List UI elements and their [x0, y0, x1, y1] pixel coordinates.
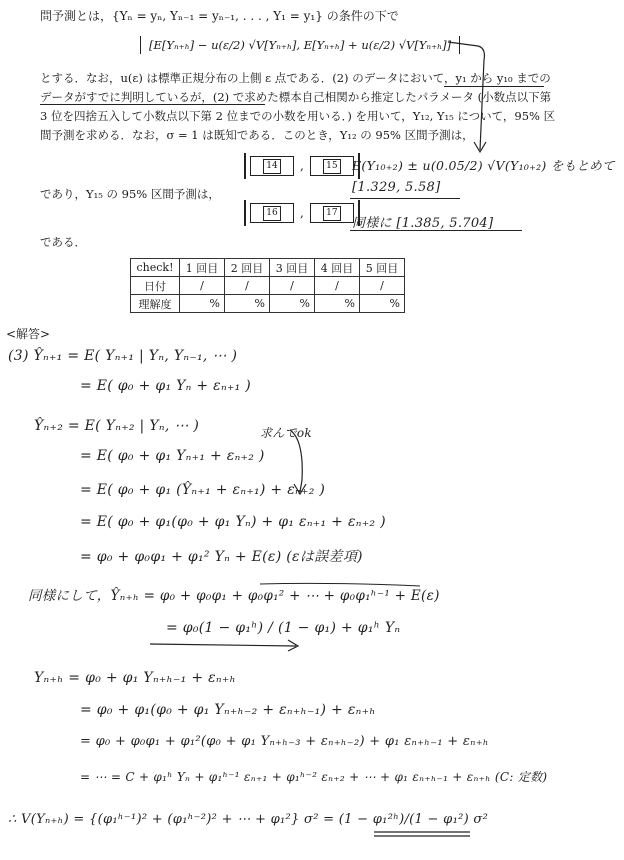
problem-line-2: とする．なお，u(ε) は標準正規分布の上側 ε 点である．(2) のデータにおいて，y₁ から y₁₀ までの — [40, 71, 551, 85]
answer-line: ∴ V(Yₙ₊ₕ) = {(φ₁ʰ⁻¹)² + (φ₁ʰ⁻²)² + ⋯ + φ₁²} σ² = (1 − φ₁²ʰ)/(1 − φ₁²) σ² — [8, 812, 489, 827]
problem-line-7: である． — [40, 235, 86, 249]
understanding-cell[interactable]: % — [225, 295, 270, 313]
margin-note-1: E(Y₁₀₊₂) ± u(0.05/2) √V(Y₁₀₊₂) をもとめて — [352, 158, 615, 173]
date-cell[interactable]: / — [225, 277, 270, 295]
answer-line: = E( φ₀ + φ₁(φ₀ + φ₁ Yₙ) + φ₁ εₙ₊₁ + εₙ₊₂ ) — [80, 514, 386, 530]
answer-line: = E( φ₀ + φ₁ Yₙ + εₙ₊₁ ) — [80, 378, 252, 394]
date-cell[interactable]: / — [360, 277, 405, 295]
answer-line: = φ₀ + φ₁(φ₀ + φ₁ Yₙ₊ₕ₋₂ + εₙ₊ₕ₋₁) + εₙ₊ₕ — [80, 702, 376, 718]
underline-mark — [444, 86, 544, 87]
check-table — [130, 258, 405, 313]
answer-line: = φ₀ + φ₀φ₁ + φ₁²(φ₀ + φ₁ Yₙ₊ₕ₋₃ + εₙ₊ₕ₋₂) + φ₁ εₙ₊ₕ₋₁ + εₙ₊ₕ — [80, 734, 489, 749]
problem-line-6: であり，Y₁₅ の 95% 区間予測は， — [40, 187, 220, 201]
check-header: 5 回目 — [360, 259, 405, 277]
answer-box-15: 15 — [310, 156, 354, 176]
prediction-interval-formula: [E[Yₙ₊ₕ] − u(ε/2) √V[Yₙ₊ₕ], E[Yₙ₊ₕ] + u(ε/2) √V[Yₙ₊ₕ]] — [140, 36, 460, 54]
check-header: 4 回目 — [315, 259, 360, 277]
understanding-cell[interactable]: % — [315, 295, 360, 313]
check-row-label: 理解度 — [131, 295, 180, 313]
answer-line: (3) Ŷₙ₊₁ = E( Yₙ₊₁ | Yₙ, Yₙ₋₁, ⋯ ) — [8, 348, 238, 364]
margin-note-3-underline — [350, 230, 522, 231]
answer-line: 同様にして，Ŷₙ₊ₕ = φ₀ + φ₀φ₁ + φ₀φ₁² + ⋯ + φ₀φ₁ʰ⁻¹ + E(ε) — [28, 588, 440, 604]
answer-box-14: 14 — [250, 156, 294, 176]
margin-note-3: 同様に [1.385, 5.704] — [352, 216, 494, 231]
date-cell[interactable]: / — [180, 277, 225, 295]
check-row-label: 日付 — [131, 277, 180, 295]
answer-box-16: 16 — [250, 203, 294, 223]
check-header: 2 回目 — [225, 259, 270, 277]
answer-box-y15: 16 , 17 — [244, 200, 360, 226]
answer-heading: <解答> — [6, 327, 51, 341]
answer-line: = E( φ₀ + φ₁ Yₙ₊₁ + εₙ₊₂ ) — [80, 448, 265, 464]
margin-note-2: [1.329, 5.58] — [352, 180, 441, 195]
problem-line-4: 3 位を四捨五入して小数点以下第 2 位までの小数を用いる．) を用いて，Y₁₂, Y₁₅ について，95% 区 — [40, 109, 556, 123]
answer-line: = φ₀ + φ₀φ₁ + φ₁² Yₙ + E(ε) (εは誤差項) — [80, 549, 363, 565]
answer-box-17: 17 — [310, 203, 354, 223]
problem-line-1: 問予測とは，{Yₙ = yₙ, Yₙ₋₁ = yₙ₋₁, . . . , Y₁ = y₁} の条件の下で — [40, 9, 399, 23]
check-header: 3 回目 — [270, 259, 315, 277]
margin-note-2-underline — [350, 198, 460, 199]
answer-line: Yₙ₊ₕ = φ₀ + φ₁ Yₙ₊ₕ₋₁ + εₙ₊ₕ — [34, 670, 236, 686]
margin-note-4: 求んでok — [260, 426, 312, 440]
problem-line-3: データがすでに判明しているが，(2) で求めた標本自己相関から推定したパラメータ (小数点以下第 — [40, 90, 552, 104]
problem-line-5: 間予測を求める．なお，σ = 1 は既知である．このとき，Y₁₂ の 95% 区間予測は， — [40, 128, 474, 142]
answer-box-y12: 14 , 15 — [244, 153, 360, 179]
understanding-cell[interactable]: % — [360, 295, 405, 313]
understanding-cell[interactable]: % — [180, 295, 225, 313]
answer-line: = E( φ₀ + φ₁ (Ŷₙ₊₁ + εₙ₊₁) + εₙ₊₂ ) — [80, 482, 326, 498]
check-header: check! — [131, 259, 180, 277]
check-header: 1 回目 — [180, 259, 225, 277]
date-cell[interactable]: / — [270, 277, 315, 295]
answer-line: = φ₀(1 − φ₁ʰ) / (1 − φ₁) + φ₁ʰ Yₙ — [166, 620, 401, 636]
understanding-cell[interactable]: % — [270, 295, 315, 313]
underline-mark — [40, 104, 265, 105]
date-cell[interactable]: / — [315, 277, 360, 295]
answer-line: Ŷₙ₊₂ = E( Yₙ₊₂ | Yₙ, ⋯ ) — [34, 418, 200, 434]
answer-line: = ⋯ = C + φ₁ʰ Yₙ + φ₁ʰ⁻¹ εₙ₊₁ + φ₁ʰ⁻² εₙ₊₂ + ⋯ + φ₁ εₙ₊ₕ₋₁ + εₙ₊ₕ (C: 定数) — [80, 770, 548, 784]
